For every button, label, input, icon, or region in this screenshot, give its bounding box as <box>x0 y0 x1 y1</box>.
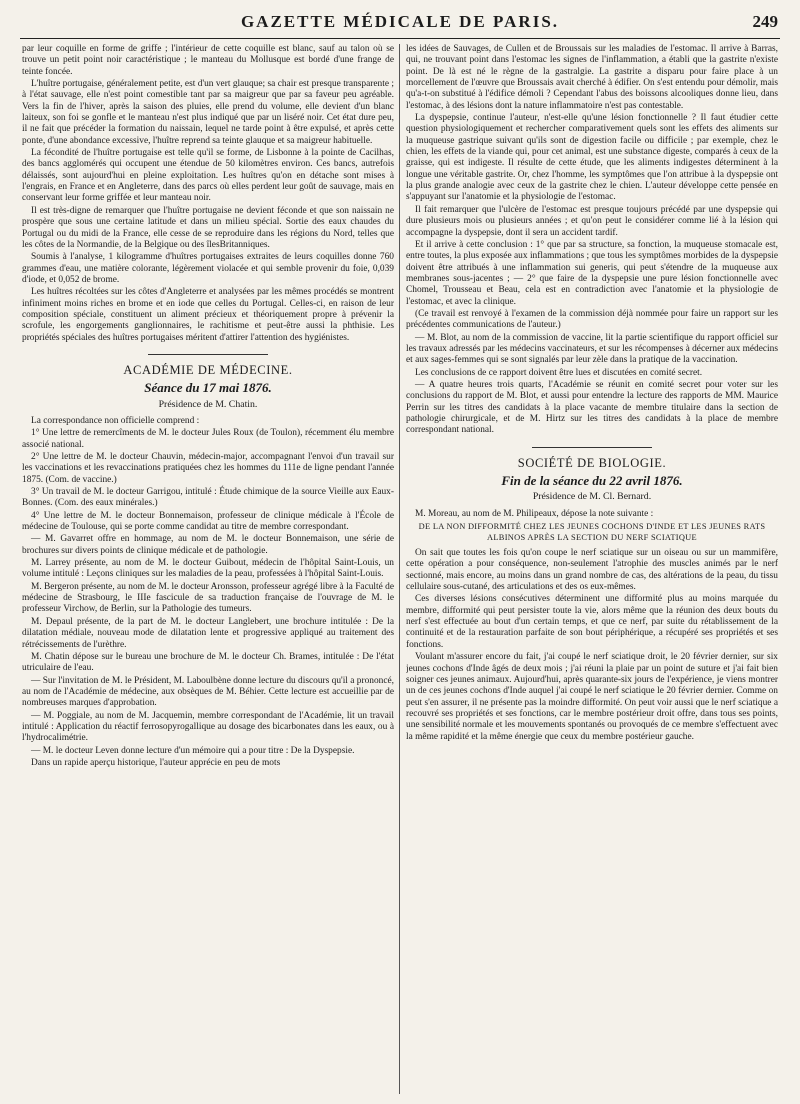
page-number: 249 <box>752 12 778 31</box>
list-item: 3° Un travail de M. le docteur Garrigou, intitulé : Étude chimique de la source Vieille aux Eaux-Bonnes. (Com. des eaux minérales.) <box>22 487 394 509</box>
section-heading-biologie: SOCIÉTÉ DE BIOLOGIE. <box>517 455 667 470</box>
paragraph: — M. Blot, au nom de la commission de vaccine, lit la partie scientifique du rapport officiel sur les travaux adressés par les médecins vaccinateurs, et sur les récompenses à décerner aux médecins et aux sages-femmes qui se sont signalés par leur zèle dans la pratique de la vaccination. <box>406 332 778 366</box>
paragraph: les idées de Sauvages, de Cullen et de Broussais sur les maladies de l'estomac. Il arrive à Barras, qui, ne trouvant point dans l'estomac les signes de l'inflammation, a établi que la gastrite n'existe point. De là est né le règne de la gastralgie. La gastrite a disparu pour faire place à un morcellement de l'œuvre que Broussais avait cherché à édifier. On s'est entendu pour démolir, mais qu'a-t-on substitué à l'édifice démoli ? Cependant l'abus des boissons alcooliques donne lieu, dans l'estomac, à des lésions dont la nature inflammatoire n'est pas contestable. <box>406 44 778 111</box>
paragraph: — A quatre heures trois quarts, l'Académie se réunit en comité secret pour voter sur les conclusions du rapport de M. Blot, et aussi pour entendre la lecture des rapports de MM. Maurice Perrin sur les titres des candidats à la place vacante de membre titulaire dans la section de pathologie chirurgicale, et de M. Hirtz sur les titres des candidats à la place de membre correspondant national. <box>406 379 778 436</box>
paragraph: Il fait remarquer que l'ulcère de l'estomac est presque toujours précédé par une dyspepsie qui dure plusieurs mois ou plusieurs années ; et qu'on peut le considérer comme lié à la lésion qui accompagne la dyspepsie, dont il sera un accident tardif. <box>406 204 778 238</box>
paragraph: M. Moreau, au nom de M. Philipeaux, dépose la note suivante : <box>415 508 654 519</box>
note-title: DE LA NON DIFFORMITÉ CHEZ LES JEUNES COCHONS D'INDE ET LES JEUNES RATS ALBINOS APRÈS LA SECTION DU NERF SCIATIQUE <box>418 522 766 542</box>
list-item: — M. Poggiale, au nom de M. Jacquemin, membre correspondant de l'Académie, lit un travail intitulé : Application du réactif ferrosopyrogallique au dosage des bicarbonates dans les eaux, ou à l'hydrocalimétrie. <box>22 710 394 744</box>
section-divider <box>148 354 268 355</box>
list-item: M. Bergeron présente, au nom de M. le docteur Aronsson, professeur agrégé libre à la Faculté de médecine de Strasbourg, le IIIe fascicule de sa traduction française de l'ouvrage de M. le professeur Virchow, de Berlin, sur la Pathologie des tumeurs. <box>22 581 394 615</box>
paragraph: La correspondance non officielle comprend : <box>31 415 200 426</box>
left-column <box>22 44 394 1096</box>
paragraph: La fécondité de l'huître portugaise est telle qu'il se forme, de Lisbonne à la pointe de Cacilhas, des bancs agglomérés qui occupent une étendue de 50 kilomètres environ. Ces bancs, autrefois délaissés, sont aujourd'hui en pleine exploitation. Les huîtres qu'on en détache sont mises à l'engrais, en France et en Angleterre, dans des parcs où elles perdent leur goût de sauvage, mais en conservant leur forme griffée et leur manteau noir. <box>22 148 394 204</box>
paragraph: Ces diverses lésions consécutives déterminent une difformité plus au moins marquée du membre, difformité qui peut persister toute la vie, alors même que la réunion des deux bouts du nerf s'est effectuée au bout d'un certain temps, et que ce nerf, par suite du rétablissement de la continuité et de la restauration parfaite de son bout périphérique, a récupéré ses propriétés et ses fonctions. <box>406 594 778 650</box>
list-item: — Sur l'invitation de M. le Président, M. Laboulbène donne lecture du discours qu'il a prononcé, au nom de l'Académie de médecine, aux obsèques de M. Béhier. Cette lecture est accueillie par de nombreuses marques d'approbation. <box>22 675 394 709</box>
paragraph: Il est très-digne de remarquer que l'huître portugaise ne devient féconde et que son naissain ne prospère que sous une certaine latitude et dans un milieu spécial. Sortie des eaux chaudes du Portugal ou du midi de la France, elle cesse de se reproduire dans les régions du Nord, telles que les côtes de la Normandie, de la Belgique ou des îlesBritanniques. <box>22 205 394 250</box>
paragraph: Et il arrive à cette conclusion : 1° que par sa structure, sa fonction, la muqueuse stomacale est, entre toutes, la plus exposée aux inflammations ; que tous les symptômes morbides de la dyspepsie doivent être attribués à une inflammation sui generis, qui peut s'étendre de la muqueuse aux membranes sous-jacentes ; — 2° que faire de la dyspepsie une pure lésion fonctionnelle avec Chomel, Trousseau et Beau, cela est en contradiction avec l'anatomie et la physiologie de l'estomac, et avec la clinique. <box>406 239 778 307</box>
journal-title: GAZETTE MÉDICALE DE PARIS. <box>240 12 560 31</box>
list-item: 1° Une lettre de remercîments de M. le docteur Jules Roux (de Toulon), récemment élu membre associé national. <box>22 428 394 450</box>
list-item: M. Depaul présente, de la part de M. le docteur Langlebert, une brochure intitulée : De la dilatation médiale, nouveau mode de dilatation lente et progressive appliqué au traitement des rétrécissements de l'urèthre. <box>22 616 394 650</box>
session-heading: Séance du 17 mai 1876. <box>144 380 272 396</box>
list-item: 4° Une lettre de M. le docteur Bonnemaison, professeur de clinique médicale à l'École de médecine de Toulouse, qui se porte comme candidat au titre de membre correspondant. <box>22 510 394 533</box>
paragraph: (Ce travail est renvoyé à l'examen de la commission déjà nommée pour faire un rapport sur les précédentes communications de l'auteur.) <box>406 308 778 331</box>
list-item: M. Chatin dépose sur le bureau une brochure de M. le docteur Ch. Brames, intitulée : De l'état utriculaire de l'eau. <box>22 651 394 674</box>
paragraph: Voulant m'assurer encore du fait, j'ai coupé le nerf sciatique droit, le 20 février dernier, sur six jeunes cochons d'Inde âgés de deux mois ; j'ai réuni la plaie par un point de suture et j'ai fait bien soigner ces jeunes animaux. Aujourd'hui, après quarante-six jours de l'expérience, je viens montrer un de ces jeunes cochons d'Inde auquel j'ai coupé le nerf sciatique le 20 février dernier. Comme on peut s'en assurer, il ne présente pas la moindre difformité. On peut voir aussi que le nerf sciatique a recouvré ses propriétés et ses fonctions, car le membre postérieur droit offre, dans tous ses points, une sensibilité normale et les mouvements spontanés ou provoqués de ce membre s'effectuent avec la même rapidité et la même énergie que ceux du membre postérieur gauche. <box>406 652 778 742</box>
paragraph: Soumis à l'analyse, 1 kilogramme d'huîtres portugaises extraites de leurs coquilles donne 760 grammes d'eau, une matière colorante, légèrement violacée et qui semble provenir du foie, 0,039 d'iode, et 0,052 de brome. <box>22 252 394 285</box>
paragraph: Les conclusions de ce rapport doivent être lues et discutées en comité secret. <box>415 367 703 378</box>
presidence-line: Présidence de M. Cl. Bernard. <box>532 491 652 503</box>
list-item: Dans un rapide aperçu historique, l'auteur apprécie en peu de mots <box>31 757 281 768</box>
paragraph: par leur coquille en forme de griffe ; l'intérieur de cette coquille est blanc, sauf au talon où se trouve un petit point noir caractéristique ; le manteau du Mollusque est bordé d'une frange de teinte foncée. <box>22 44 394 77</box>
list-item: M. Larrey présente, au nom de M. le docteur Guibout, médecin de l'hôpital Saint-Louis, un volume intitulé : Leçons cliniques sur les maladies de la peau, professées à l'hôpital Saint-Louis. <box>22 558 394 580</box>
presidence-line: Présidence de M. Chatin. <box>158 398 258 410</box>
paragraph: On sait que toutes les fois qu'on coupe le nerf sciatique sur un oiseau ou sur un mammifère, cette opération a pour conséquence, non-seulement l'atrophie des muscles animés par le nerf sectionné, mais encore, au moins dans un grand nombre de cas, des altérations de la peau, du tissu cellulaire sous-cutané, des articulations et des os eux-mêmes. <box>406 548 778 593</box>
right-column <box>406 44 778 1096</box>
paragraph: L'huître portugaise, généralement petite, est d'un vert glauque; sa chair est presque transparente ; à l'état sauvage, elle n'est point comestible tant par sa maigreur que par sa faveur peu agréable. Vers la fin de l'hiver, après la saison des pluies, elle prend du volume, elle devient d'un blanc laiteux, son foi se gonfle et le manteau n'est plus indiqué que par un liséré noir. Cet état dure peu, il ne fait que précéder la formation du naissain, lequel ne tarde point à être expulsé, et après cette ponte, d'une abondance excessive, l'huître reprend sa teinte glauque et sa maigreur habituelle. <box>22 79 394 146</box>
page-header <box>20 8 780 39</box>
list-item: — M. Gavarret offre en hommage, au nom de M. le docteur Bonnemaison, une série de brochures sur divers points de clinique médicale et de pathologie. <box>22 534 394 556</box>
column-divider <box>399 44 400 1094</box>
section-divider <box>532 447 652 448</box>
session-heading: Fin de la séance du 22 avril 1876. <box>501 473 683 489</box>
list-item: — M. le docteur Leven donne lecture d'un mémoire qui a pour titre : De la Dyspepsie. <box>31 745 355 756</box>
section-heading-academie: ACADÉMIE DE MÉDECINE. <box>123 362 293 377</box>
list-item: 2° Une lettre de M. le docteur Chauvin, médecin-major, accompagnant l'envoi d'un travail sur les vaccinations et les revaccinations pratiquées chez les hommes du 111e de ligne pendant l'année 1875. (Com. de vaccine.) <box>22 452 394 485</box>
paragraph: La dyspepsie, continue l'auteur, n'est-elle qu'une lésion fonctionnelle ? Il faut étudier cette question physiologiquement et rechercher comparativement quels sont les effets des aliments sur la muqueuse gastrique suivant qu'ils sont de digestion facile ou difficile ; par exemple, chez le chien, les effets de la viande qui, pour cet animal, est une substance digeste, comparés à ceux de la graisse, qui est indigeste. Il résulte de cette étude, que les aliments indigestes déterminent à la longue une véritable gastrite. Or, chez l'homme, les symptômes que l'on attribue à la dyspepsie ont la plus grande analogie avec ceux de la gastrite chez le chien. L'auteur développe cette pensée en s'appuyant sur l'anatomie et la physiologie de l'estomac. <box>406 113 778 203</box>
paragraph: Les huîtres récoltées sur les côtes d'Angleterre et analysées par les mêmes procédés se montrent infiniment moins riches en brome et en iode que celles du Portugal. Celles-ci, en raison de leur composition spéciale, constituent un aliment précieux et théoriquement propre à prévenir la scrofule, les engorgements ganglionnaires, le rachitisme et peut-être aussi la phthisie. Les propriétés spéciales des huîtres portugaises méritent d'attirer l'attention des hygiénistes. <box>22 287 394 343</box>
